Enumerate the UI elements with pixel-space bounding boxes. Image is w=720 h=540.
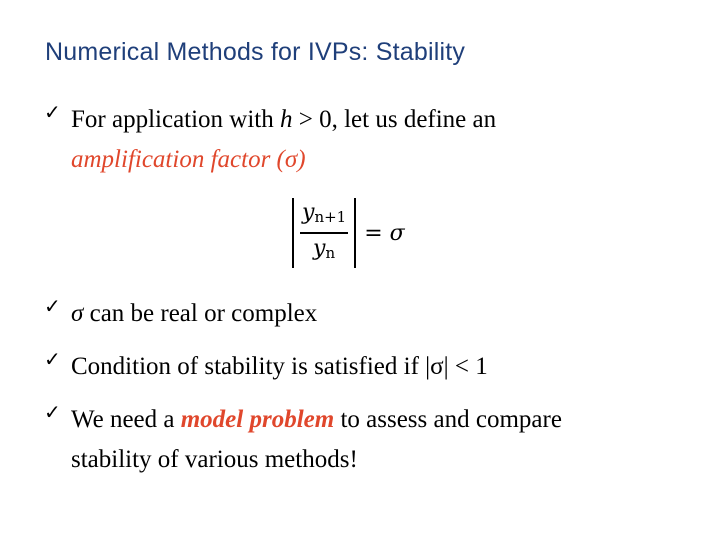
amplification-factor-formula [292,196,405,270]
formula-rhs: = σ [364,220,405,246]
checkmark-icon: ✓ [44,294,61,318]
bullet-sigma-real-complex: ✓ σ can be real or complex [44,294,318,327]
fraction [300,198,348,268]
bullet-list [44,100,684,480]
bullet-model-problem: ✓ We need a model problem to assess and compare stability of various methods! [44,400,562,473]
fraction-numerator: $y_{n+1}$ [302,200,347,226]
fraction-denominator: $y_n$ [313,236,336,262]
checkmark-icon: ✓ [44,100,61,124]
abs-bar-right [354,198,356,268]
bullet-1-line-2: amplification factor (σ) [71,146,306,173]
bullet-amplification-factor [44,100,684,180]
model-problem-term: model problem [180,406,335,433]
bullet-1-line-1: For application with h > 0, let us define an [71,106,497,133]
checkmark-icon: ✓ [44,347,61,371]
checkmark-icon: ✓ [44,400,61,424]
slide-title: Numerical Methods for IVPs: Stability [45,38,466,66]
bullet-stability-condition: ✓ Condition of stability is satisfied if |σ| < 1 [44,347,488,380]
abs-bar-left [292,198,294,268]
amplification-factor-term: amplification factor [71,146,271,173]
